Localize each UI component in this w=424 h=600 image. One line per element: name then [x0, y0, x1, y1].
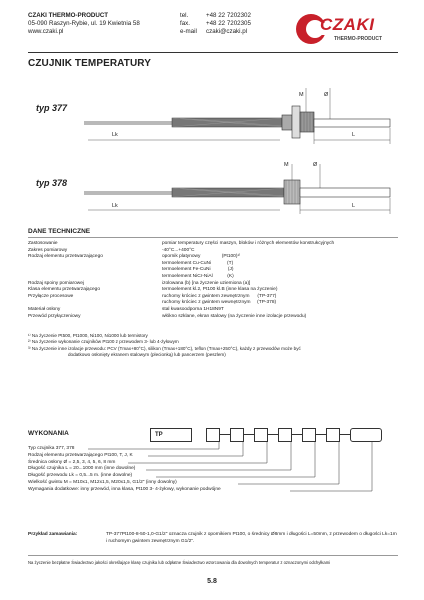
spec-value: włókno szklane, ekran stalowy (na życzenie inne izolacje przewodu) [162, 313, 307, 319]
spec-row [28, 300, 398, 307]
dim-d-377: Ø [324, 92, 329, 98]
contact-labels [180, 12, 197, 36]
spec-value: ruchomy króciec z gwintem wewnętrznym (TP-378) [162, 300, 277, 306]
spec-value: termoelement kl.2, Pt100 kl.B (inne klasa na życzenie) [162, 287, 278, 293]
spec-row [28, 307, 398, 314]
spec-value: termoelement Fe-CuNi (J) [162, 267, 234, 273]
dim-m-377: M [299, 92, 304, 98]
email-label: e-mail [180, 28, 197, 35]
spec-label: Klasa elementu przetwarzającego [28, 287, 100, 293]
spec-label: Zastosowanie [28, 241, 58, 246]
spec-label: Przyłącze procesowe [28, 293, 74, 299]
code-dash [268, 434, 278, 435]
code-dash [340, 434, 350, 435]
spec-section-title: DANE TECHNICZNE [28, 228, 91, 235]
dim-lk-377: Lk [112, 132, 118, 138]
email-value[interactable]: czaki@czaki.pl [206, 28, 248, 35]
type-378-label: typ 378 [36, 178, 68, 188]
header-rule [28, 52, 398, 53]
order-line: Długość przewodu Lk = 0,5...5 m. (inne dowolne) [28, 473, 133, 479]
spec-row [28, 241, 398, 248]
code-box-thread [326, 428, 340, 442]
spec-value: termoelement NiCr-NiAl (K) [162, 273, 234, 279]
code-box-cable [302, 428, 316, 442]
code-dash [244, 434, 254, 435]
code-box-element [230, 428, 244, 442]
code-box-extra [350, 428, 382, 442]
spec-label: Materiał osłony [28, 306, 61, 312]
footnote: ¹⁾ Na życzenie Pt500, Pt1000, Ni100, Ni1000 lub termistory [28, 333, 148, 338]
company-block [28, 12, 140, 36]
spec-label: Przewód przyłączeniowy [28, 313, 81, 319]
type-377-label: typ 377 [36, 103, 68, 113]
code-prefix-box: TP [150, 428, 192, 442]
code-dash [316, 434, 326, 435]
tel-value: +48 22 7202302 [206, 12, 251, 19]
footnote: ³⁾ Na życzenie inne izolacje przewodu: PCV (Tmax+80°C), silikon (Tmax+180°C), teflon (Tmax+250°C), każdy z przewodów może być [28, 345, 301, 351]
spec-label [28, 274, 162, 281]
footnote: dodatkowo osłonięty ekranem stalowym (plecionką) lub pancerzem (peszlem) [68, 352, 226, 358]
company-address: 05-090 Raszyn-Rybie, ul. 19 Kwietnia 58 [28, 20, 140, 27]
code-box-diameter [254, 428, 268, 442]
code-box-type [206, 428, 220, 442]
page-title: CZUJNIK TEMPERATURY [28, 58, 152, 69]
sensor-377-drawing [80, 82, 400, 148]
spec-label [28, 267, 162, 274]
spec-label: Zakres pomiarowy [28, 247, 68, 253]
footnote: ²⁾ Na życzenie wykonanie czujników Pt100 z przewodem 3- lub 4-żyłowym [28, 339, 179, 345]
spec-value: pomiar temperatury części maszyn, bloków i różnych elementów konstrukcyjnych [162, 241, 335, 246]
order-options [28, 446, 221, 494]
page-number: 5.8 [207, 578, 217, 585]
spec-row [28, 314, 398, 321]
dim-l-378: L [352, 203, 356, 209]
spec-value: termoelement Cu-CuNi (T) [162, 260, 234, 266]
company-web[interactable]: www.czaki.pl [28, 28, 64, 35]
footer-note: Na życzenie bezpłatne Świadectwo jakości określające klasę czujnika lub odpłatne Świadectwo wzorcowania dla dowolnych temperatur z oznaczonymi odchyłkami [28, 560, 331, 565]
dim-d-378: Ø [313, 162, 318, 168]
order-line: Typ czujnika 377, 378 [28, 446, 75, 451]
code-box-length [278, 428, 292, 442]
company-logo [294, 12, 398, 46]
company-name: CZAKI THERMO-PRODUCT [28, 12, 109, 19]
fax-label: fax. [180, 20, 190, 27]
spec-rule [28, 237, 398, 238]
order-line: Wielkość gwintu M = M10x1, M12x1,5, M20x1,5, G1/2" (inny dowolny) [28, 479, 177, 485]
sensor-378-drawing [80, 162, 400, 218]
spec-table [28, 241, 398, 320]
code-dash [292, 434, 302, 435]
spec-value: opornik platynowy (Pt100)¹⁾ [162, 254, 241, 260]
spec-value: izolowana (b) [na życzenie uziemiona (a)] [162, 280, 251, 286]
dim-lk-378: Lk [112, 203, 118, 209]
spec-label [28, 261, 162, 268]
tel-label: tel. [180, 12, 189, 19]
order-example [28, 532, 398, 546]
example-text: TP-377Pt100-8-50-1,0-G1/2" oznacza czujnik z opornikiem Pt100, o średnicy Ø8mm i długości L=50mm, z przewodem o długości Lk=1m i ruchomym gwintem zewnętrznym G1/2". [106, 532, 397, 544]
dim-l-377: L [352, 132, 356, 138]
order-line: Rodzaj elementu przetwarzającego Pt100, T, J, K [28, 452, 133, 458]
spec-value: -40°C...+400°C [162, 247, 195, 253]
order-line: Średnica osłony Ø = 2,5, 3, 4, 5, 6, 8 mm [28, 459, 116, 465]
footer-rule [28, 555, 398, 556]
dim-m-378: M [284, 162, 289, 168]
spec-value: stal kwasoodporna 1H18N9T [162, 306, 224, 312]
code-dash [220, 434, 230, 435]
order-line: Długość czujnika L = 20...1000 mm (inne dowolne) [28, 466, 136, 472]
spec-label [28, 300, 162, 307]
spec-value: ruchomy króciec z gwintem zewnętrznym (TP-377) [162, 293, 277, 299]
logo-text: CZAKI [320, 15, 375, 34]
spec-row [28, 274, 398, 281]
contact-values [206, 12, 251, 36]
spec-row [28, 287, 398, 294]
logo-subtext: THERMO-PRODUCT [334, 36, 383, 42]
order-section-title: WYKONANIA [28, 430, 69, 437]
spec-label: Rodzaj spoiny pomiarowej [28, 280, 84, 286]
spec-label: Rodzaj elementu przetwarzającego [28, 254, 103, 260]
footnotes [28, 333, 398, 359]
spec-row [28, 254, 398, 261]
fax-value: +48 22 7202305 [206, 20, 251, 27]
order-line: Wymagania dodatkowe: inny przewód, inna klasa, Pt100 3- 4-żyłowy, wykonanie podwójne [28, 486, 221, 492]
spec-row [28, 267, 398, 274]
example-label: Przykład zamawiania: [28, 532, 78, 537]
